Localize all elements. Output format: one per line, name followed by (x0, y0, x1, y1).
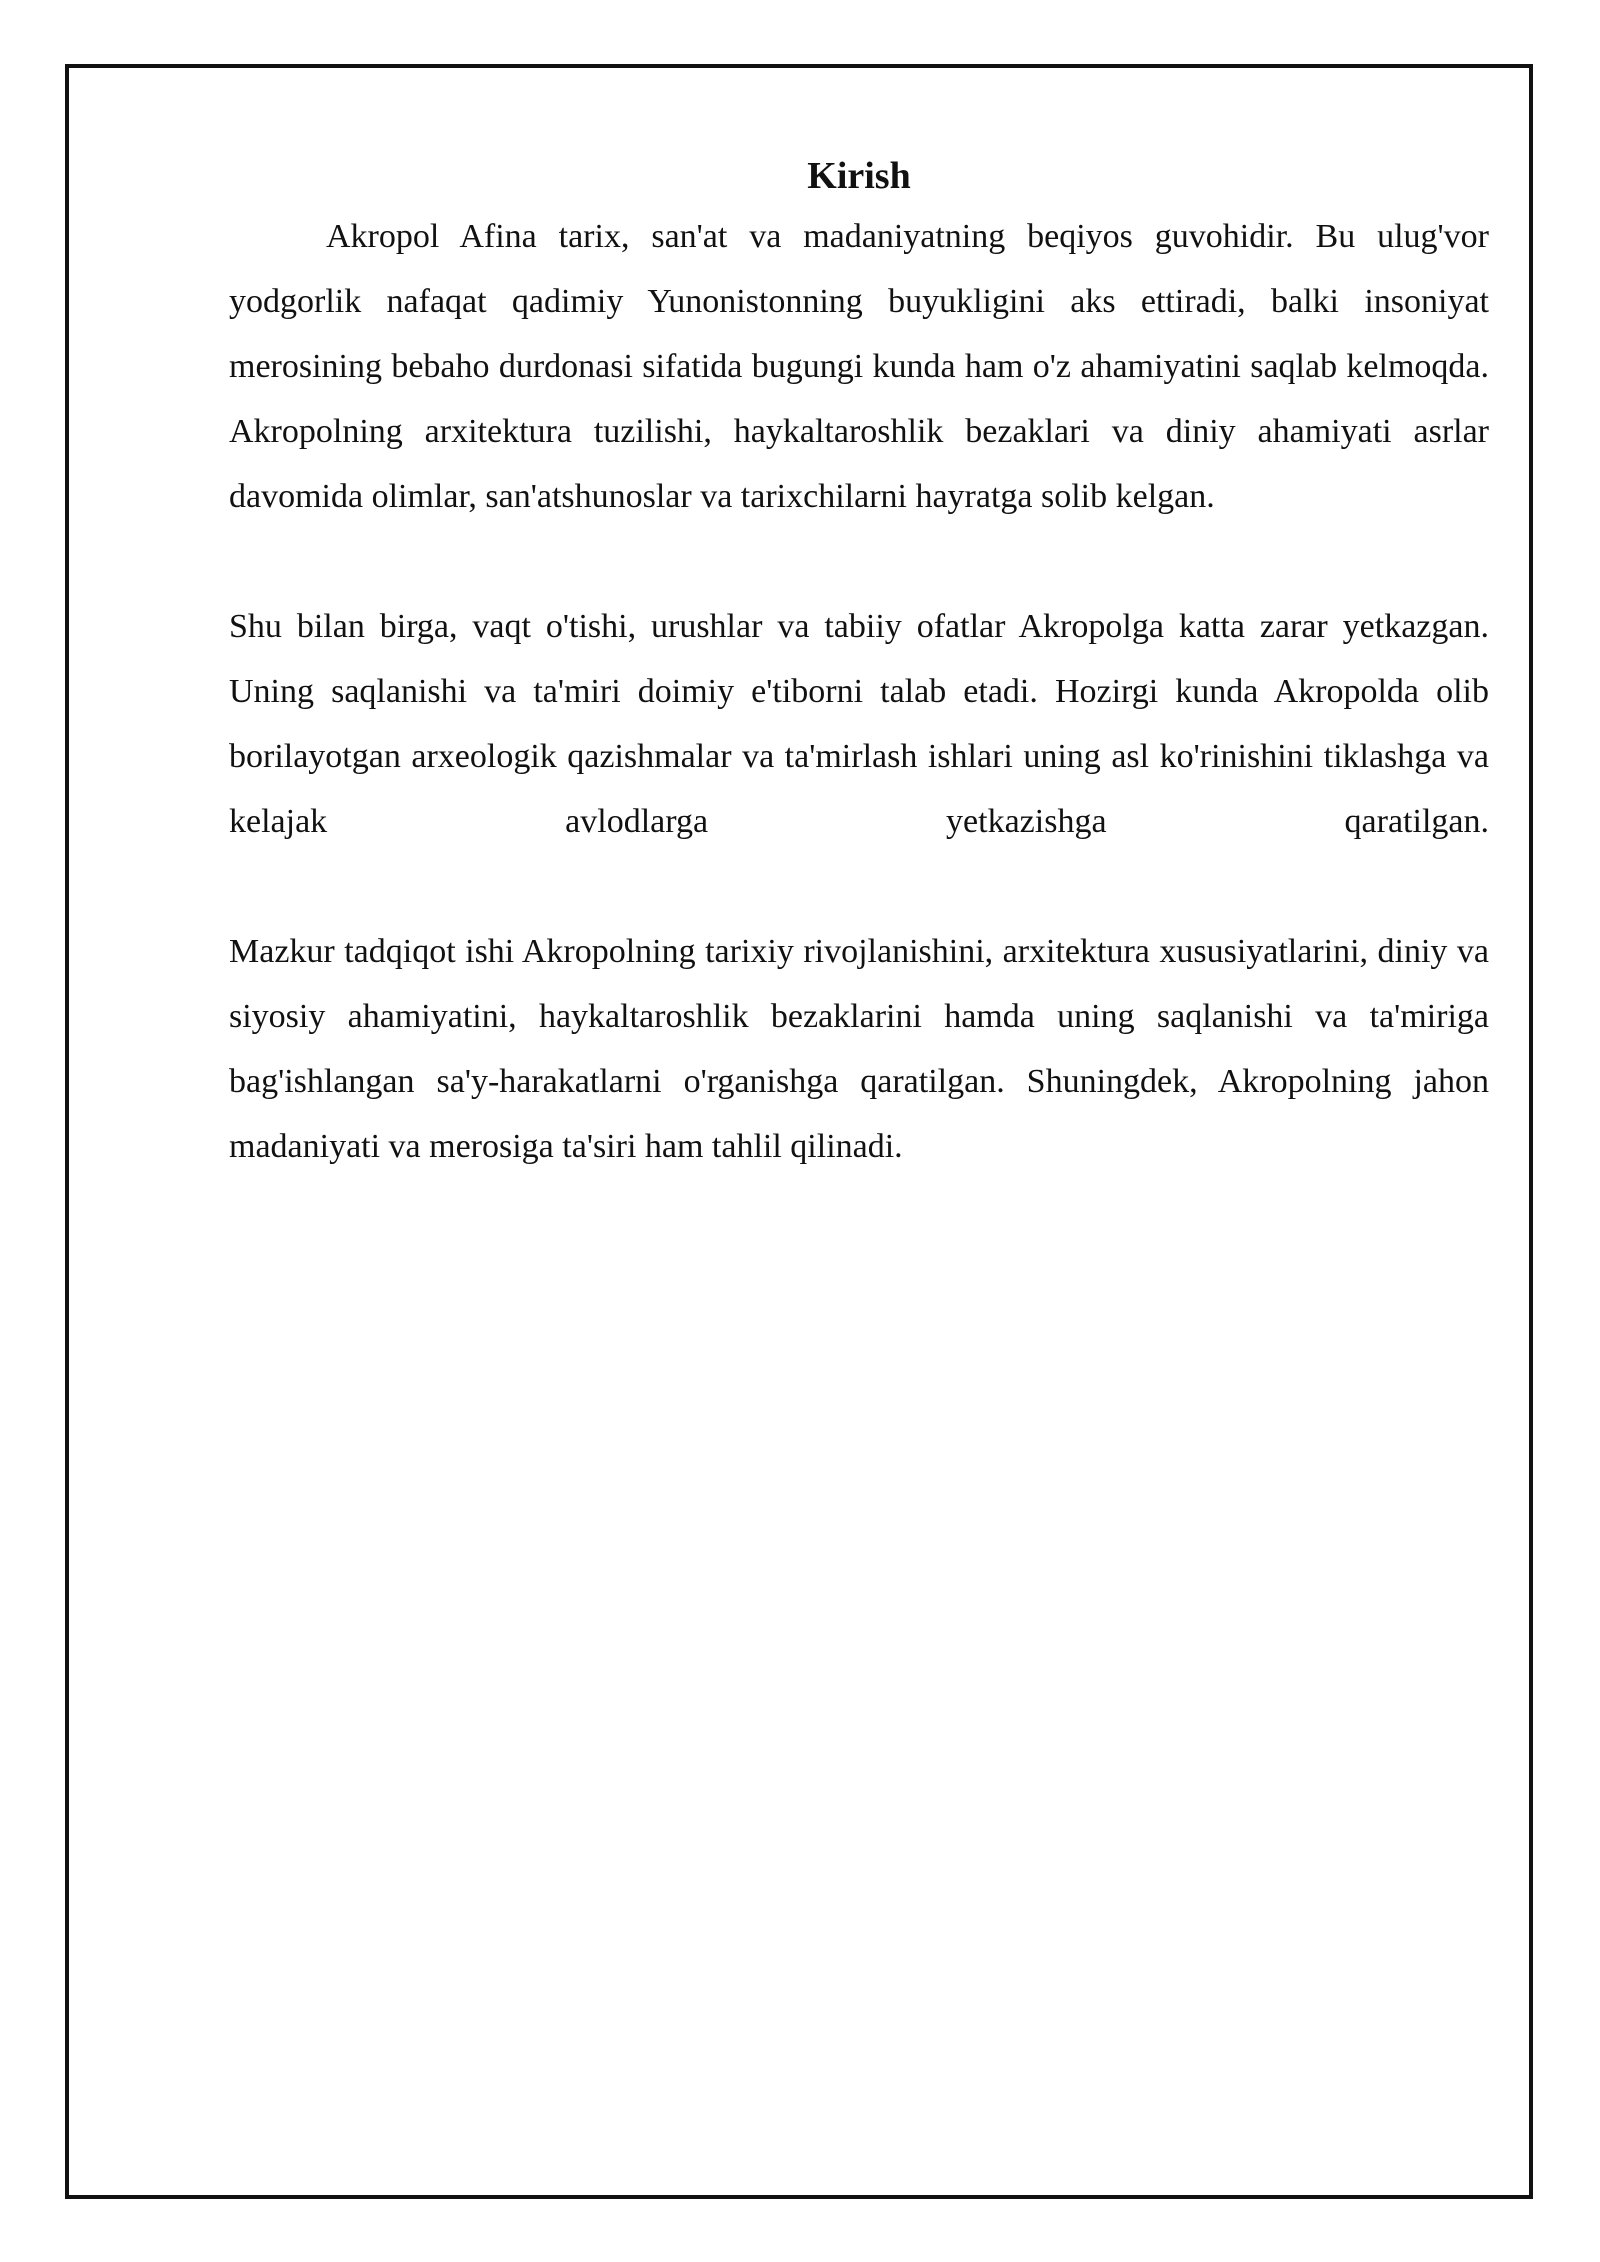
paragraph-spacer (229, 854, 1489, 919)
paragraph-intro: Akropol Afina tarix, san'at va madaniyatning beqiyos guvohidir. Bu ulug'vor yodgorlik nafaqat qadimiy Yunonistonning buyukligini aks ettiradi, balki insoniyat merosining bebaho durdonasi sifatida bugungi kunda ham o'z ahamiyatini saqlab kelmoqda. Akropolning arxitektura tuzilishi, haykaltaroshlik bezaklari va diniy ahamiyati asrlar davomida olimlar, san'atshunoslar va tarixchilarni hayratga solib kelgan. (229, 218, 1489, 515)
document-body (229, 148, 1489, 1179)
paragraph-spacer (229, 529, 1489, 594)
paragraph-preservation: Shu bilan birga, vaqt o'tishi, urushlar va tabiiy ofatlar Akropolga katta zarar yetkazgan. Uning saqlanishi va ta'miri doimiy e'tiborni talab etadi. Hozirgi kunda Akropolda olib borilayotgan arxeologik qazishmalar va ta'mirlash ishlari uning asl ko'rinishini tiklashga va kelajak avlodlarga yetkazishga qaratilgan. (229, 608, 1489, 840)
document-title: Kirish (807, 155, 911, 197)
paragraph-research-aim: Mazkur tadqiqot ishi Akropolning tarixiy rivojlanishini, arxitektura xususiyatlarini, diniy va siyosiy ahamiyatini, haykaltaroshlik bezaklarini hamda uning saqlanishi va ta'miriga bag'ishlangan sa'y-harakatlarni o'rganishga qaratilgan. Shuningdek, Akropolning jahon madaniyati va merosiga ta'siri ham tahlil qilinadi. (229, 933, 1489, 1165)
